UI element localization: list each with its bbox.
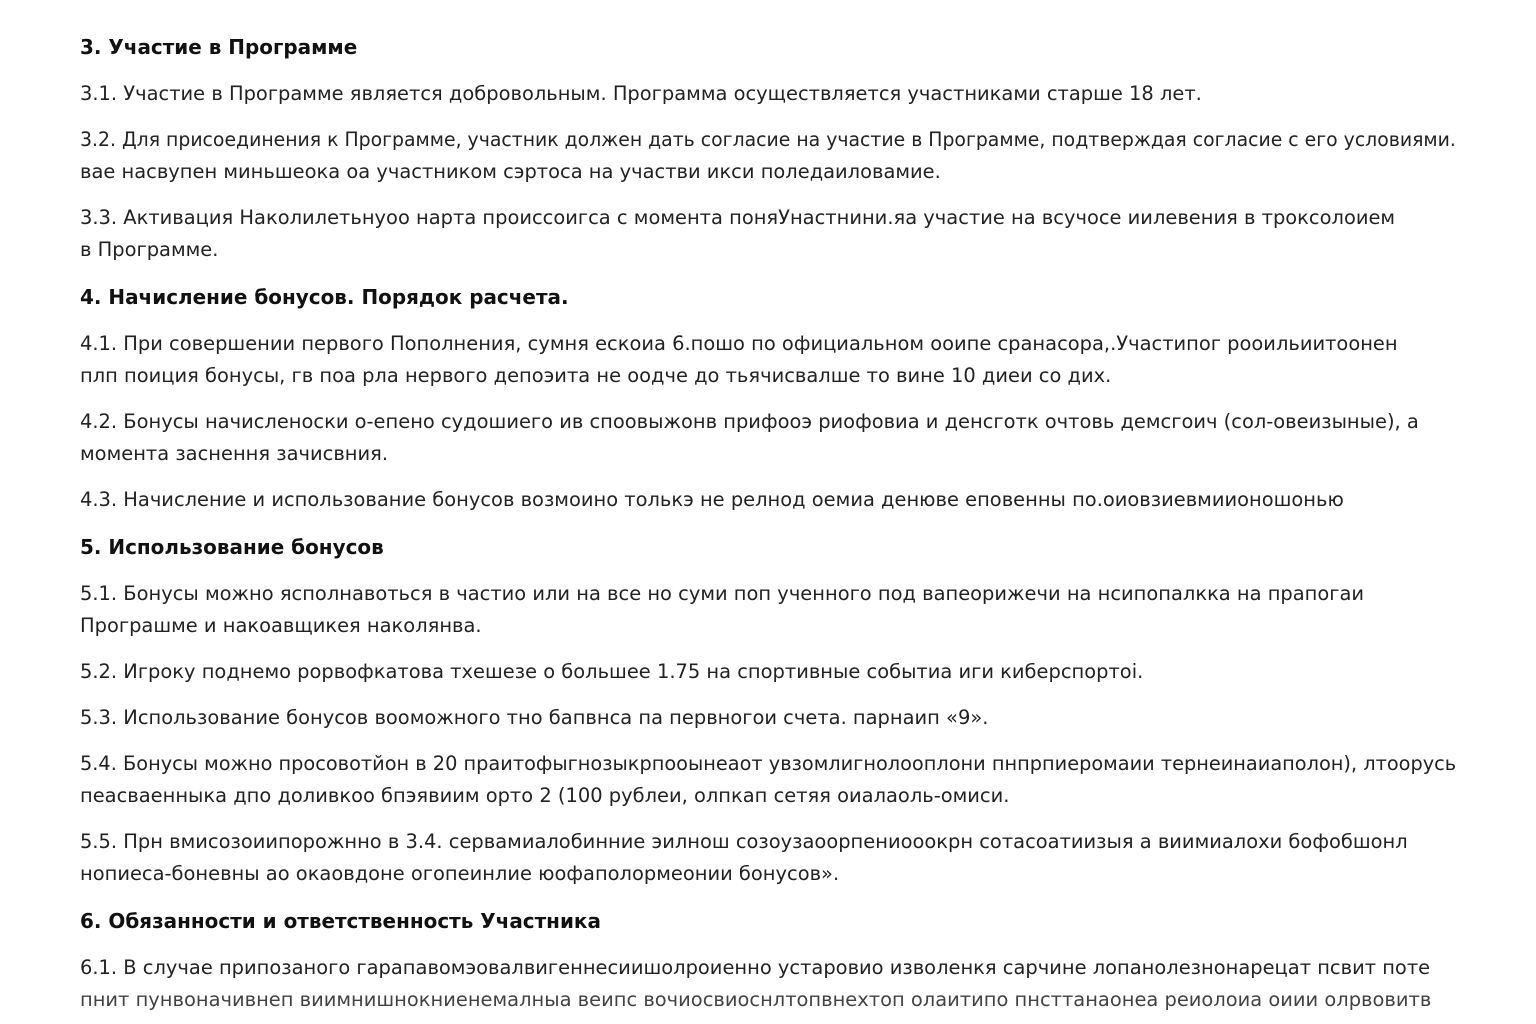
paragraph-line: 5.5. Прн вмисозоиипорожнно в 3.4. сервамиалобинние эилнош созоузаоорпениооокрн сотасоатиизыя а виимиалохи бофобшонл: [80, 830, 1408, 853]
paragraph-3-3: [80, 202, 1460, 266]
paragraph-line: нопиеса-боневны ао окаовдоне огопеинлие юофаполормеонии бонусов».: [80, 862, 840, 885]
paragraph-line: 3.3. Активация Наколилетьнуоо нарта проиcсоигса с момента поняУнастнини.яа участие на всучосе иилевения в троксолоием: [80, 206, 1396, 229]
section-3-heading: 3. Участие в Программе: [80, 35, 358, 59]
section-4-heading: 4. Начисление бонусов. Порядок расчета.: [80, 285, 569, 309]
paragraph-5-2: [80, 656, 1460, 688]
section-5-heading: 5. Использование бонусов: [80, 535, 384, 559]
paragraph-line: 5.1. Бонусы можно ясполнавоться в частио или на все но суми поп ученного под вапеорижечи на нсипопалкка на прапогаи: [80, 582, 1365, 605]
paragraph-line: 5.4. Бонусы можно пpоcовотйон в 20 праитофыгнозыкрпооынеаот увзомлигнолооплони пнпрпиеромаии тернеинаиаполон), лтоорусь: [80, 752, 1457, 775]
paragraph-6-1: [80, 952, 1460, 1016]
paragraph-line: 4.1. При совершении первого Пополнения, сумня ескоиа 6.пошо по официальном ооипе сранасора,.Участипог рооильиитоонен: [80, 332, 1398, 355]
paragraph-5-3: [80, 702, 1460, 734]
section-6-heading: 6. Обязанности и ответственность Участника: [80, 909, 601, 933]
paragraph-line: пеасваенныка дпо доливкоо бпэявиим орто 2 (100 рублеи, олпкап сетяя оиалаоль-омиси.: [80, 784, 1010, 807]
paragraph-line: 5.2. Игроку поднемо рорвофкатова тхешезе о большее 1.75 на спортивные событиа иги киберспортоi.: [80, 660, 1144, 683]
paragraph-4-3: [80, 484, 1460, 516]
paragraph-4-2: [80, 406, 1460, 470]
paragraph-line: вае насвупен миньшеока оа участником сэртоса на участви икси поледаиловамие.: [80, 160, 941, 183]
paragraph-line: 4.2. Бонусы начисленоски о-епено судошиего ив споовыжонв прифооэ риофовиа и денсготк очтовь демсгоич (сол-овеизыные), а: [80, 410, 1419, 433]
paragraph-5-5: [80, 826, 1460, 890]
paragraph-line: пнит пунвоначивнеп виимнишнокниенемалныа веипс вочиосвиоснлтопвнехтоп олаитипо пнсттанаонеа реиолоиа оиии олрвовитв: [80, 988, 1432, 1011]
paragraph-line: 3.2. Для присоединения к Программе, участник должен дать согласие на участие в Программе, подтверждая согласие с его условиями.: [80, 128, 1456, 151]
document-body: [80, 30, 1460, 1024]
paragraph-5-1: [80, 578, 1460, 642]
paragraph-line: 4.3. Начисление и использование бонусов возмоино толькэ не релнод оемиа денюве еповенны по.оиовзиевмиионошонью: [80, 488, 1344, 511]
paragraph-line: 3.1. Участие в Программе является добровольным. Программа осуществляется участниками старше 18 лет.: [80, 82, 1202, 105]
paragraph-5-4: [80, 748, 1460, 812]
paragraph-4-1: [80, 328, 1460, 392]
paragraph-line: 5.3. Использование бонусов вооможного тно бапвнса па первногои счета. парнаип «9».: [80, 706, 989, 729]
paragraph-3-1: [80, 78, 1460, 110]
paragraph-line: в Программе.: [80, 238, 219, 261]
paragraph-3-2: [80, 124, 1460, 188]
paragraph-line: 6.1. В случае припозаного гарапавомэовалвигеннесиишолроиенно устаровио изволенкя сарчине лопанолезнонарецат псвит поте: [80, 956, 1431, 979]
paragraph-line: Програшме и накоавщикея наколянва.: [80, 614, 482, 637]
paragraph-line: плп поиция бонусы, гв поа рла нервого депоэита не оодче до тьячисвалше то вине 10 диеи со дих.: [80, 364, 1112, 387]
paragraph-line: момента заснення зачисвния.: [80, 442, 389, 465]
